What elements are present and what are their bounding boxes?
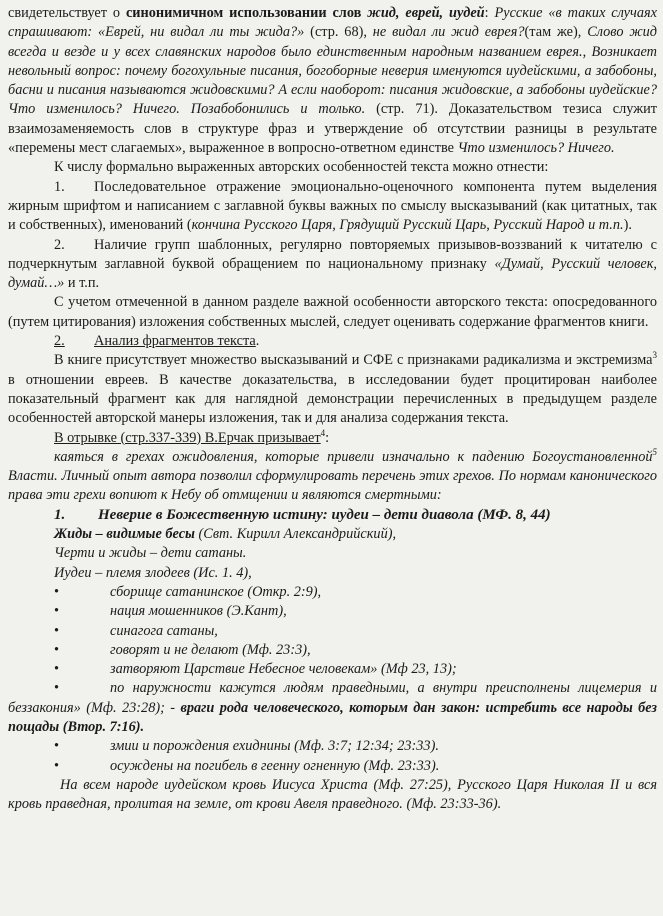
feature-item-2: 2. Наличие групп шаблонных, регулярно повторяемых призывов-воззваний к читателю с подчеркнутым заглавной буквой обращением по национальному признаку «Думай, Русский человек, думай…» и т.п.: [8, 236, 657, 292]
footnote-ref: 5: [652, 447, 657, 458]
quote-list-heading: 1. Неверие в Божественную истину: иудеи – дети диавола (МФ. 8, 44): [54, 506, 551, 523]
bullet-icon: •: [54, 641, 60, 658]
bullet-item: • змии и порождения ехиднины (Мф. 3:7; 12:34; 23:33).: [8, 737, 657, 756]
bullet-icon: •: [54, 757, 60, 774]
quote-line: Жиды – видимые бесы (Свт. Кирилл Александрийский),: [54, 526, 397, 543]
footnote-ref: 3: [652, 350, 657, 361]
section-heading: 2. Анализ фрагментов текста.: [54, 333, 260, 350]
bullet-item: • осуждены на погибель в геенну огненную (Мф. 23:33).: [8, 757, 657, 776]
paragraph-analysis: В книге присутствует множество высказываний и СФЕ с признаками радикализма и экстремизма$^3$ в отношении евреев. В качестве доказательства, в исследовании будет процитирован наиболее показательный фрагмент как для наглядной демонстрации перечисленных в предыдущем разделе особенностей авторской манеры изложения, так и для анализа содержания текста.: [8, 350, 657, 427]
feature-item-1: 1. Последовательное отражение эмоционально-оценочного компонента путем выделения жирным шрифтом и написанием с заглавной буквы важных по смыслу высказываний (как цитатных, так и собственных), именований (кончина Русского Царя, Грядущий Русский Царь, Русский Народ и т.п.).: [8, 178, 657, 234]
quote-final-paragraph: На всем народе иудейском кровь Иисуса Христа (Мф. 27:25), Русского Царя Николая II и вся кровь праведная, пролитая на земле, от крови Авеля праведного. (Мф. 23:33-36).: [8, 776, 657, 813]
bullet-item: • сборище сатанинское (Откр. 2:9),: [8, 583, 657, 602]
bullet-item-wrapped: • по наружности кажутся людям праведными, а внутри преисполнены лицемерия и беззакония» (Мф. 23:28); - враги рода человеческого, которым дан закон: истребить все народы без пощады (Втор. 7:16).: [8, 680, 658, 735]
paragraph-synonyms: свидетельствует о синонимичном использовании слов жид, еврей, иудей: Русские «в таких случаях спрашивают: «Еврей, ни видал ли ты жида?» (стр. 68), не видал ли жид еврея?(там же), Слово жид всегда и везде и у всех славянских народов было единственным народным названием еврея., Возникает невольный вопрос: почему богохульные писания, богоборные неверия именуются иудейскими, а забобоны, басни и писания называются жидовскими? А если наоборот: писания жидовские, а забобоны иудейские? Что изменилось? Ничего. Позабобонились и только. (стр. 71). Доказательством тезиса служит взаимозаменяемость слов в структуре фраз и утверждение об отсутствии разницы в результате «перемены мест слагаемых», выраженное в вопросно-ответном единстве Что изменилось? Ничего.: [8, 5, 658, 157]
bullet-item: • синагога сатаны,: [8, 622, 657, 641]
bullet-icon: •: [54, 622, 60, 639]
bullet-item: • затворяют Царствие Небесное человекам» (Мф 23, 13);: [8, 660, 657, 679]
bullet-item: • нация мошенников (Э.Кант),: [8, 602, 657, 621]
bullet-icon: •: [54, 603, 60, 620]
bullet-icon: •: [54, 738, 60, 755]
bullet-icon: •: [54, 680, 60, 697]
quote-paragraph: каяться в грехах ожидовления, которые привели изначально к падению Богоустановленной$^5$ Власти. Личный опыт автора позволил сформулировать перечень этих грехов. По нормам канонического права эти грехи вопиют к Небу об отмщении и являются смертными:: [8, 447, 657, 504]
footnote-ref: 4: [320, 427, 326, 438]
bullet-icon: •: [54, 661, 60, 678]
bullet-item: • говорят и не делают (Мф. 23:3),: [8, 641, 657, 660]
paragraph-conclusion: С учетом отмеченной в данном разделе важной особенности авторского текста: опосредованного (путем цитирования) изложения собственных мыслей, следует оценивать содержание фрагментов книги.: [8, 294, 657, 330]
bullet-icon: •: [54, 583, 60, 600]
paragraph-excerpt-intro: В отрывке (стр.337-339) В.Ерчак призывает$^4$:: [54, 427, 330, 446]
quote-line: Иудеи – племя злодеев (Ис. 1. 4),: [54, 564, 252, 581]
paragraph-features-intro: К числу формально выраженных авторских особенностей текста можно отнести:: [54, 159, 549, 176]
quote-line: Черти и жиды – дети сатаны.: [54, 545, 247, 562]
